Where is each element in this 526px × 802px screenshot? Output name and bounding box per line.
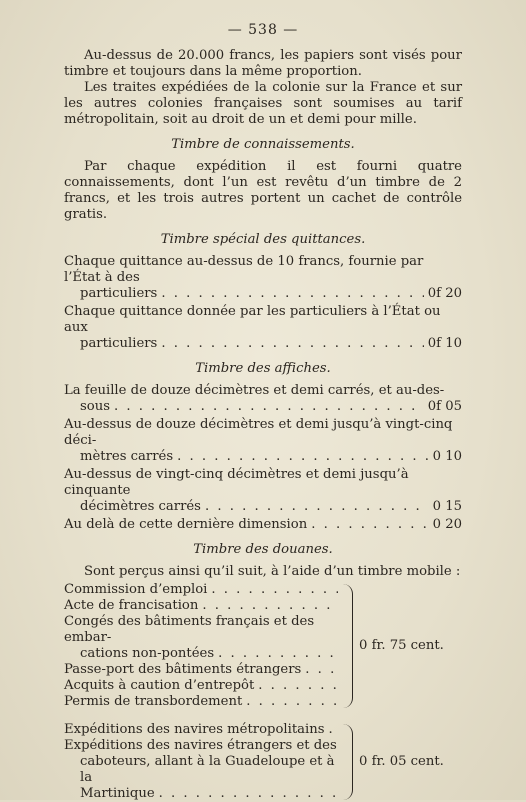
heading-quittances: Timbre spécial des quittances. [160,232,366,247]
entry-text: Au-dessus de vingt-cinq décimètres et demi jusqu’à cinquante [64,467,409,498]
dot-leader [258,678,338,694]
dot-leader [311,517,428,533]
entry-text: sous [80,399,110,414]
entry-text: décimètres carrés [80,499,201,514]
entry-text: Chaque quittance donnée par les particuliers à l’État ou aux [64,304,441,335]
dot-leader [305,662,338,678]
paragraph-douanes: Sont perçus ainsi qu’il suit, à l’aide d’un timbre mobile : [84,564,461,579]
tariff-entry [64,254,462,302]
entry-text: La feuille de douze décimètres et demi carrés, et au-des- [64,383,445,398]
dot-leader [246,694,338,710]
dot-leader [161,336,423,352]
tariff-value: 0f 05 [427,399,462,414]
dot-leader [161,286,423,302]
entry-text: particuliers [80,286,158,301]
heading-connaissements: Timbre de connaissements. [171,137,355,152]
tariff-value: 0f 10 [427,336,462,351]
dot-leader [177,449,429,465]
group-item: Expéditions des navires étrangers et des [64,738,337,753]
dot-leader [114,399,424,415]
group-item: Martinique [80,786,155,801]
dot-leader [218,646,338,662]
curly-brace [342,584,353,708]
paragraph-connaissements: Par chaque expédition il est fourni quatre connaissements, dont l’un est revêtu d’un timbre de 2 francs, et les trois autres portent un cachet de contrôle gratis. [64,159,462,222]
tariff-entry [64,467,462,515]
douanes-group-75 [64,582,462,710]
group-item: Congés des bâtiments français et des embar- [64,614,315,645]
page-content [64,22,462,802]
group-item: Expéditions des navires métropolitains [64,722,325,737]
entry-text: Chaque quittance au-dessus de 10 francs, fournie par l’État à des [64,254,424,285]
douanes-group-05 [64,722,462,802]
group-rate: 0 fr. 75 cent. [359,638,444,653]
paragraph-papiers: Au-dessus de 20.000 francs, les papiers sont visés pour timbre et toujours dans la même proportion. [64,48,462,79]
heading-douanes: Timbre des douanes. [193,542,333,557]
tariff-value: 0 15 [432,499,462,514]
group-item: Passe-port des bâtiments étrangers [64,662,302,677]
entry-text: particuliers [80,336,158,351]
curly-brace [342,724,353,800]
dot-leader [329,722,339,738]
tariff-value: 0 10 [432,449,462,464]
group-item: Permis de transbordement [64,694,243,709]
tariff-entry [64,417,462,465]
entry-text: Au-dessus de douze décimètres et demi jusqu’à vingt-cinq déci- [64,417,453,448]
group-item: Acte de francisation [64,598,199,613]
group-item: cations non-pontées [80,646,215,661]
tariff-value: 0 20 [432,517,462,532]
dot-leader [202,598,338,614]
group-item: caboteurs, allant à la Guadeloupe et à la [80,754,335,785]
heading-affiches: Timbre des affiches. [195,361,331,376]
tariff-entry [64,304,462,352]
group-item: Commission d’emploi [64,582,208,597]
entry-text: mètres carrés [80,449,174,464]
page-number: — 538 — [227,22,299,38]
entry-text: Au delà de cette dernière dimension [64,517,308,532]
group-rate: 0 fr. 05 cent. [359,754,444,769]
group-items [64,722,342,802]
tariff-value: 0f 20 [427,286,462,301]
paragraph-traites: Les traites expédiées de la colonie sur la France et sur les autres colonies françaises sont soumises au tarif métropolitain, soit au droit de un et demi pour mille. [64,80,462,127]
dot-leader [211,582,338,598]
tariff-entry [64,383,462,415]
tariff-entry [64,517,462,533]
dot-leader [205,499,429,515]
group-items [64,582,342,710]
group-item: Acquits à caution d’entrepôt [64,678,255,693]
